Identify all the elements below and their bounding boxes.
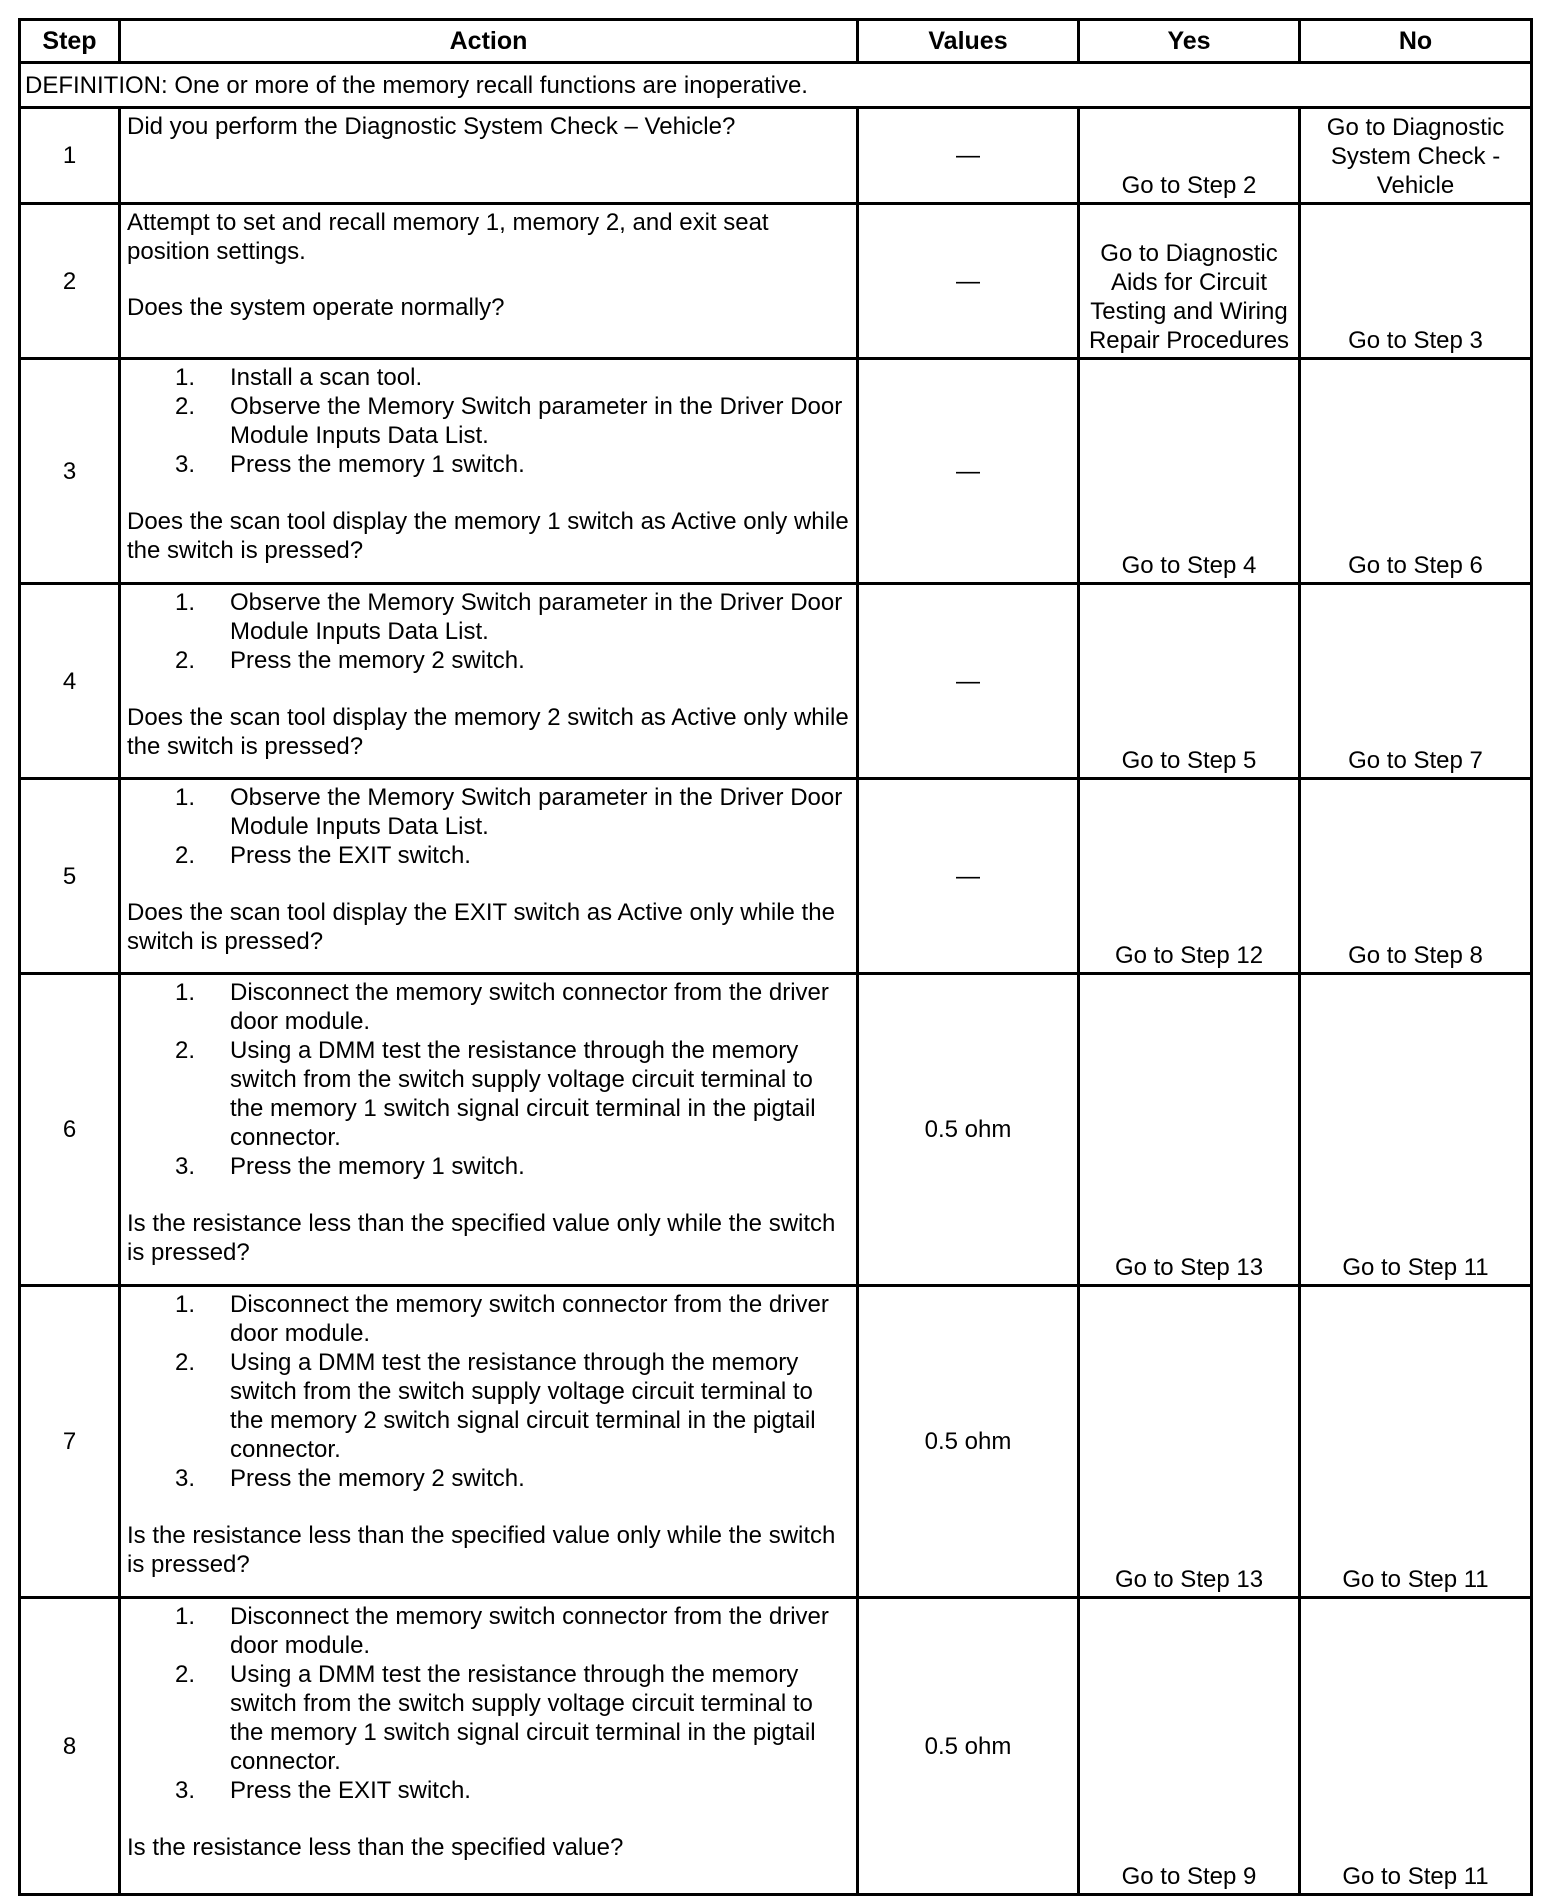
step-number: 6 — [20, 974, 120, 1286]
action-question: Does the system operate normally? — [127, 294, 505, 321]
values-cell: — — [858, 359, 1079, 584]
action-step-number: 1. — [175, 364, 196, 391]
no-cell: Go to Step 11 — [1300, 974, 1532, 1286]
header-row — [20, 20, 1532, 63]
action-cell — [120, 359, 858, 584]
table-row — [20, 779, 1532, 974]
action-step-text: Disconnect the memory switch connector from the driver door module. — [230, 979, 829, 1035]
action-question: Is the resistance less than the specified value only while the switch is pressed? — [127, 1522, 836, 1578]
no-cell: Go to Step 11 — [1300, 1598, 1532, 1895]
step-number: 5 — [20, 779, 120, 974]
action-cell — [120, 779, 858, 974]
header-step: Step — [20, 20, 120, 63]
action-step-number: 1. — [175, 1603, 196, 1630]
yes-cell: Go to Step 4 — [1079, 359, 1300, 584]
action-step-number: 1. — [175, 784, 196, 811]
action-question: Is the resistance less than the specified value only while the switch is pressed? — [127, 1210, 836, 1266]
table-row — [20, 204, 1532, 359]
action-step-text: Press the EXIT switch. — [230, 842, 471, 869]
header-no: No — [1300, 20, 1532, 63]
action-step-number: 3. — [175, 1153, 196, 1180]
action-steps — [127, 783, 850, 870]
header-action: Action — [120, 20, 858, 63]
action-step-item — [127, 646, 850, 675]
action-steps — [127, 978, 850, 1181]
action-step-item — [127, 450, 850, 479]
table-row — [20, 1286, 1532, 1598]
action-step-number: 1. — [175, 979, 196, 1006]
action-question: Does the scan tool display the memory 2 switch as Active only while the switch is pressed? — [127, 704, 849, 760]
step-number: 3 — [20, 359, 120, 584]
action-step-text: Press the memory 2 switch. — [230, 647, 525, 674]
action-steps — [127, 1602, 850, 1805]
action-cell — [120, 204, 858, 359]
action-question: Does the scan tool display the EXIT switch as Active only while the switch is pressed? — [127, 899, 835, 955]
action-question: Does the scan tool display the memory 1 switch as Active only while the switch is pressed? — [127, 508, 849, 564]
action-step-text: Disconnect the memory switch connector from the driver door module. — [230, 1603, 829, 1659]
action-step-item — [127, 1776, 850, 1805]
action-step-number: 1. — [175, 589, 196, 616]
action-step-text: Observe the Memory Switch parameter in the Driver Door Module Inputs Data List. — [230, 589, 843, 645]
step-number: 2 — [20, 204, 120, 359]
action-question: Did you perform the Diagnostic System Check – Vehicle? — [127, 113, 736, 140]
yes-cell: Go to Step 9 — [1079, 1598, 1300, 1895]
action-step-text: Observe the Memory Switch parameter in the Driver Door Module Inputs Data List. — [230, 784, 843, 840]
action-intro: Attempt to set and recall memory 1, memory 2, and exit seat position settings. — [127, 209, 769, 265]
action-step-item — [127, 841, 850, 870]
values-cell: — — [858, 204, 1079, 359]
action-spacer — [127, 1181, 850, 1209]
values-cell: — — [858, 779, 1079, 974]
yes-cell: Go to Step 5 — [1079, 584, 1300, 779]
action-step-item — [127, 363, 850, 392]
no-cell: Go to Step 7 — [1300, 584, 1532, 779]
action-step-item — [127, 783, 850, 841]
action-step-item — [127, 1348, 850, 1464]
action-step-item — [127, 1036, 850, 1152]
action-steps — [127, 1290, 850, 1493]
action-step-item — [127, 1152, 850, 1181]
step-number: 1 — [20, 108, 120, 204]
action-step-text: Press the memory 2 switch. — [230, 1465, 525, 1492]
diagnostic-table — [18, 18, 1533, 1896]
step-number: 8 — [20, 1598, 120, 1895]
action-step-text: Press the memory 1 switch. — [230, 1153, 525, 1180]
action-step-item — [127, 588, 850, 646]
step-number: 7 — [20, 1286, 120, 1598]
action-question: Is the resistance less than the specified value? — [127, 1834, 624, 1861]
values-cell: — — [858, 584, 1079, 779]
no-cell: Go to Step 8 — [1300, 779, 1532, 974]
action-step-text: Install a scan tool. — [230, 364, 423, 391]
values-cell: — — [858, 108, 1079, 204]
header-values: Values — [858, 20, 1079, 63]
yes-cell: Go to Step 12 — [1079, 779, 1300, 974]
values-cell: 0.5 ohm — [858, 974, 1079, 1286]
action-steps — [127, 588, 850, 675]
action-step-item — [127, 978, 850, 1036]
action-step-item — [127, 1602, 850, 1660]
action-step-number: 3. — [175, 1465, 196, 1492]
action-step-item — [127, 1464, 850, 1493]
action-step-text: Press the memory 1 switch. — [230, 451, 525, 478]
action-step-text: Disconnect the memory switch connector from the driver door module. — [230, 1291, 829, 1347]
action-spacer — [127, 675, 850, 703]
action-step-item — [127, 1660, 850, 1776]
action-spacer — [127, 479, 850, 507]
no-cell: Go to Diagnostic System Check - Vehicle — [1300, 108, 1532, 204]
action-step-number: 2. — [175, 1661, 196, 1688]
action-spacer — [127, 1493, 850, 1521]
action-cell — [120, 1286, 858, 1598]
action-step-text: Press the EXIT switch. — [230, 1777, 471, 1804]
values-cell: 0.5 ohm — [858, 1286, 1079, 1598]
action-steps — [127, 363, 850, 479]
action-step-item — [127, 392, 850, 450]
table-row — [20, 359, 1532, 584]
step-number: 4 — [20, 584, 120, 779]
action-step-number: 2. — [175, 647, 196, 674]
action-cell — [120, 974, 858, 1286]
table-row — [20, 584, 1532, 779]
action-step-number: 3. — [175, 1777, 196, 1804]
action-spacer — [127, 870, 850, 898]
action-step-number: 2. — [175, 1037, 196, 1064]
action-cell — [120, 584, 858, 779]
action-step-number: 2. — [175, 1349, 196, 1376]
action-step-number: 2. — [175, 393, 196, 420]
action-cell — [120, 1598, 858, 1895]
values-cell: 0.5 ohm — [858, 1598, 1079, 1895]
yes-cell: Go to Diagnostic Aids for Circuit Testing and Wiring Repair Procedures — [1079, 204, 1300, 359]
action-step-text: Using a DMM test the resistance through the memory switch from the switch supply voltage circuit terminal to the memory 1 switch signal circuit terminal in the pigtail connector. — [230, 1037, 816, 1151]
action-step-number: 3. — [175, 451, 196, 478]
no-cell: Go to Step 6 — [1300, 359, 1532, 584]
yes-cell: Go to Step 2 — [1079, 108, 1300, 204]
definition-row — [20, 63, 1532, 108]
action-step-number: 1. — [175, 1291, 196, 1318]
action-step-item — [127, 1290, 850, 1348]
no-cell: Go to Step 11 — [1300, 1286, 1532, 1598]
action-cell — [120, 108, 858, 204]
table-row — [20, 108, 1532, 204]
action-step-text: Observe the Memory Switch parameter in the Driver Door Module Inputs Data List. — [230, 393, 843, 449]
definition-text: DEFINITION: One or more of the memory recall functions are inoperative. — [20, 63, 1532, 108]
yes-cell: Go to Step 13 — [1079, 974, 1300, 1286]
action-spacer — [127, 1805, 850, 1833]
action-spacer — [127, 266, 850, 293]
no-cell: Go to Step 3 — [1300, 204, 1532, 359]
table-row — [20, 974, 1532, 1286]
action-step-number: 2. — [175, 842, 196, 869]
header-yes: Yes — [1079, 20, 1300, 63]
table-row — [20, 1598, 1532, 1895]
yes-cell: Go to Step 13 — [1079, 1286, 1300, 1598]
action-step-text: Using a DMM test the resistance through the memory switch from the switch supply voltage circuit terminal to the memory 1 switch signal circuit terminal in the pigtail connector. — [230, 1661, 816, 1775]
action-step-text: Using a DMM test the resistance through the memory switch from the switch supply voltage circuit terminal to the memory 2 switch signal circuit terminal in the pigtail connector. — [230, 1349, 816, 1463]
